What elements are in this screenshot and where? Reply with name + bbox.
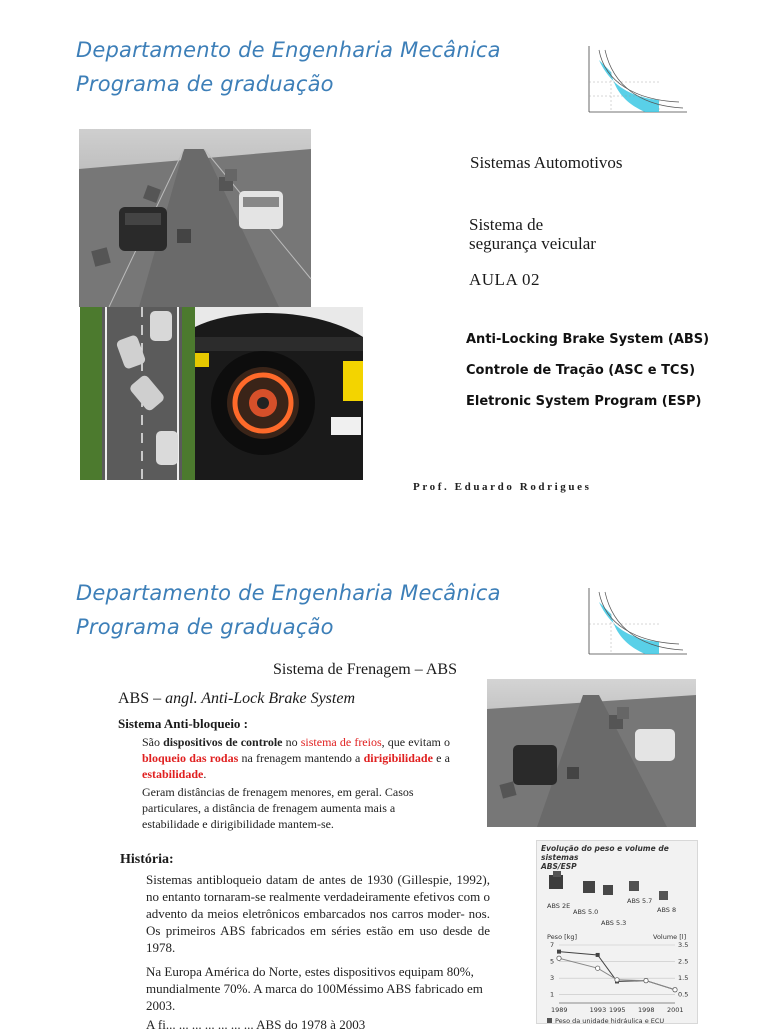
topic-title bbox=[469, 215, 596, 253]
y-left-tick-label: 3 bbox=[550, 974, 555, 983]
y-right-tick-label: 1.5 bbox=[678, 974, 689, 983]
text-run: . bbox=[203, 767, 207, 781]
unit-label: ABS 5.3 bbox=[601, 919, 627, 927]
y-left-tick-label: 7 bbox=[550, 941, 555, 949]
text-run-red-bold: bloqueio das rodas bbox=[142, 751, 239, 765]
volume-data-point bbox=[557, 956, 561, 960]
weight-data-point bbox=[596, 953, 600, 957]
weight-data-point bbox=[557, 950, 561, 954]
unit-label: ABS 2E bbox=[547, 902, 571, 910]
x-tick-label: 1998 bbox=[638, 1006, 655, 1014]
unit-label: ABS 5.7 bbox=[627, 897, 653, 905]
abs-prefix: ABS – bbox=[118, 690, 166, 707]
topic-line-1: Sistema de bbox=[469, 215, 544, 234]
legend-label: Peso da unidade hidráulica e ECU bbox=[555, 1017, 665, 1025]
lesson-number: AULA 02 bbox=[469, 270, 541, 289]
history-paragraph-3: A fi... ... ... ... ... ... ... ABS do 1978 à 2003 bbox=[146, 1017, 366, 1032]
legend-swatch bbox=[547, 1018, 552, 1023]
evolution-line-chart bbox=[537, 841, 699, 1025]
section-subheading: Sistema Anti-bloqueio : bbox=[118, 716, 249, 731]
program-name: Programa de graduação bbox=[76, 72, 334, 96]
abs-english-name: angl. Anti-Lock Brake System bbox=[165, 690, 356, 707]
history-paragraph-1: Sistemas antibloqueio datam de antes de 1930 (Gillespie, 1992), no entanto tornaram-se realmente verdadeiramente efetivos com o advento da meios eletrônicos embarcados nos carros moder- nos. Os primeiros ABS fabricados em séries estão em uso desde de 1978. bbox=[146, 872, 490, 955]
y-right-tick-label: 0.5 bbox=[678, 990, 689, 999]
y-left-tick-label: 1 bbox=[550, 990, 555, 999]
course-title: Sistemas Automotivos bbox=[470, 153, 623, 172]
chart-title-line-2: ABS/ESP bbox=[541, 862, 577, 871]
y-left-axis-label: Peso [kg] bbox=[547, 933, 578, 941]
x-tick-label: 1993 bbox=[589, 1006, 607, 1014]
topic-item-abs: Anti-Locking Brake System (ABS) bbox=[466, 332, 710, 347]
department-title-2 bbox=[76, 576, 556, 644]
chart-series bbox=[557, 950, 677, 992]
text-run: no bbox=[282, 735, 301, 749]
text-run: , que evitam o bbox=[381, 735, 450, 749]
text-run-bold: dispositivos de controle bbox=[163, 735, 283, 749]
text-run-red-bold: dirigibilidade bbox=[363, 751, 433, 765]
x-tick-label: 1995 bbox=[609, 1006, 626, 1014]
professor-name: Prof. Eduardo Rodrigues bbox=[413, 481, 592, 493]
x-tick-label: 2001 bbox=[667, 1006, 684, 1014]
unit-label: ABS 8 bbox=[657, 906, 677, 914]
volume-data-point bbox=[673, 988, 677, 992]
x-tick-label: 1989 bbox=[551, 1006, 568, 1014]
skidding-cars-photo bbox=[80, 307, 195, 480]
y-right-tick-label: 2.5 bbox=[678, 957, 689, 966]
race-car-brake-disc-photo bbox=[195, 307, 363, 480]
history-paragraph-2: Na Europa América do Norte, estes dispositivos equipam 80%, mundialmente 70%. A marca do 100Méssimo ABS fabricado em 2003. bbox=[146, 964, 483, 1013]
abs-description bbox=[142, 734, 450, 782]
volume-data-point bbox=[644, 978, 648, 982]
abs-definition bbox=[118, 690, 355, 708]
brake-test-photo-2 bbox=[487, 679, 696, 827]
history-heading: História: bbox=[120, 852, 174, 867]
unit-label: ABS 5.0 bbox=[573, 908, 599, 916]
text-run-red: sistema de freios bbox=[300, 735, 382, 749]
volume-data-point bbox=[595, 966, 599, 970]
department-name: Departamento de Engenharia Mecânica bbox=[76, 38, 501, 62]
y-right-tick-label: 3.5 bbox=[678, 941, 689, 949]
brake-test-photo bbox=[79, 129, 311, 307]
y-left-tick-label: 5 bbox=[550, 957, 555, 966]
abs-evolution-chart bbox=[536, 840, 698, 1024]
volume-data-point bbox=[615, 978, 619, 982]
volume-series-line bbox=[559, 958, 675, 989]
text-run: na frenagem mantendo a bbox=[238, 751, 364, 765]
chart-gridlines bbox=[559, 945, 675, 1003]
pv-diagram-logo-2 bbox=[575, 584, 693, 664]
topic-item-esp: Eletronic System Program (ESP) bbox=[466, 394, 702, 409]
topic-item-traction-control: Controle de Tração (ASC e TCS) bbox=[466, 363, 696, 378]
topic-line-2: segurança veicular bbox=[469, 234, 596, 253]
abs-unit-pictures bbox=[549, 871, 668, 900]
text-run-red-bold: estabilidade bbox=[142, 767, 204, 781]
slide-title: Sistema de Frenagem – ABS bbox=[273, 661, 457, 678]
department-title bbox=[76, 33, 556, 101]
text-run: São bbox=[142, 735, 164, 749]
chart-title-line-1: Evolução do peso e volume de sistemas bbox=[541, 844, 669, 862]
pv-diagram-logo bbox=[575, 42, 693, 122]
department-name-2: Departamento de Engenharia Mecânica bbox=[76, 581, 501, 605]
braking-distance-note: Geram distâncias de frenagem menores, em geral. Casos particulares, a distância de frenagem aumenta mais a estabilidade e dirigibilidade mantem-se. bbox=[142, 785, 414, 831]
text-run: e a bbox=[432, 751, 450, 765]
program-name-2: Programa de graduação bbox=[76, 615, 334, 639]
y-right-axis-label: Volume [l] bbox=[653, 933, 687, 941]
